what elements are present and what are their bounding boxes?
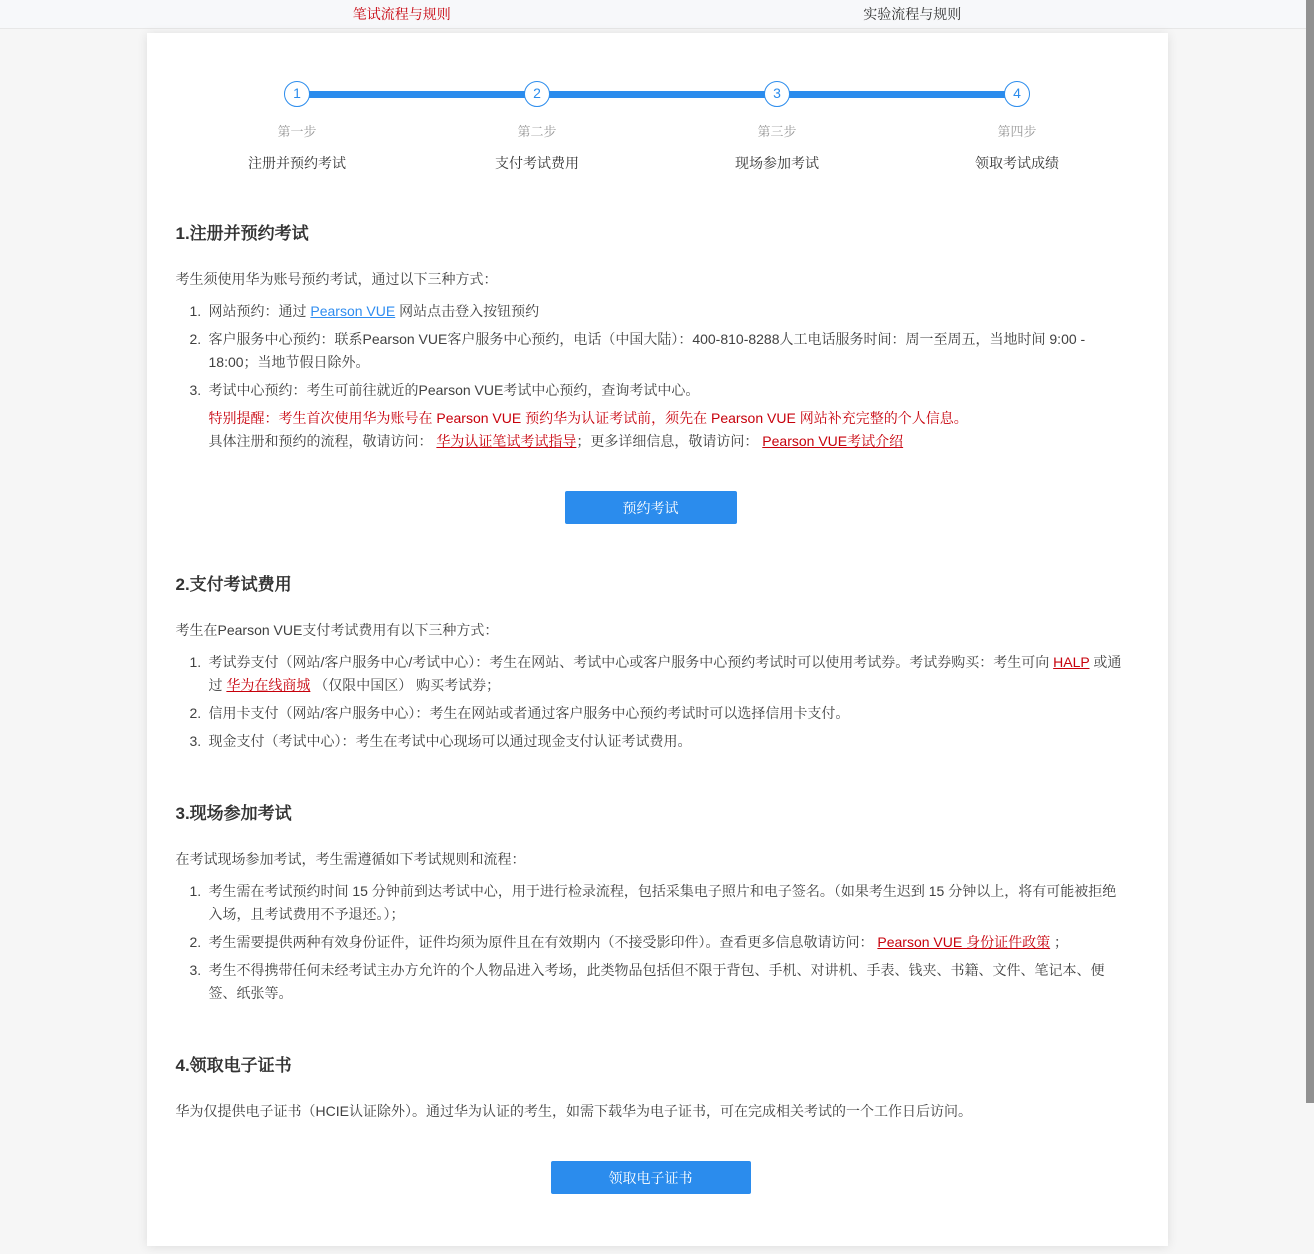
exam-process-stepper	[297, 81, 1017, 173]
step-number-circle: 2	[524, 81, 550, 107]
text-segment: 考生需在考试预约时间 15 分钟前到达考试中心，用于进行检录流程，包括采集电子照片和电子签名。（如果考生迟到 15 分钟以上，将有可能被拒绝入场，且考试费用不予退还。）；	[209, 883, 1117, 922]
step-sub-label: 第二步	[457, 121, 617, 140]
section-certificate	[176, 1051, 1126, 1194]
register-button[interactable]: 预约考试	[565, 491, 737, 524]
section-heading: 3.现场参加考试	[176, 799, 1126, 824]
inline-link[interactable]: Pearson VUE	[310, 303, 395, 319]
certificate-button[interactable]: 领取电子证书	[551, 1161, 751, 1194]
list-item-number: 2.	[190, 328, 209, 374]
button-row	[176, 1161, 1126, 1194]
stepper-step-4	[937, 81, 1097, 173]
tab-container	[147, 0, 1168, 28]
text-segment: 或通过	[209, 654, 1122, 693]
list-item-number: 3.	[190, 959, 209, 1005]
list-item	[176, 702, 1126, 725]
special-reminder-text: 特别提醒：考生首次使用华为账号在 Pearson VUE 预约华为认证考试前，须先在 Pearson VUE 网站补充完整的个人信息。	[209, 410, 968, 426]
section-heading: 1.注册并预约考试	[176, 219, 1126, 244]
step-name-label: 现场参加考试	[697, 153, 857, 173]
section-register	[176, 219, 1126, 524]
sections-container	[147, 219, 1168, 1194]
step-name-label: 注册并预约考试	[217, 153, 377, 173]
list-item-text	[209, 328, 1126, 374]
inline-link[interactable]: Pearson VUE考试介绍	[762, 433, 903, 449]
text-segment: 考试中心预约：考生可前往就近的Pearson VUE考试中心预约，查询考试中心。	[209, 382, 700, 398]
list-item	[176, 931, 1126, 954]
section-payment	[176, 570, 1126, 753]
list-item-number: 2.	[190, 702, 209, 725]
inline-link[interactable]: HALP	[1053, 654, 1089, 670]
stepper-step-1	[217, 81, 377, 173]
section-onsite	[176, 799, 1126, 1005]
list-item-text	[209, 730, 1126, 753]
step-number-circle: 3	[764, 81, 790, 107]
list-item-number: 3.	[190, 379, 209, 402]
list-item	[176, 959, 1126, 1005]
text-segment: 考生需要提供两种有效身份证件，证件均须为原件且在有效期内（不接受影印件）。查看更多信息敬请访问：	[209, 934, 878, 950]
step-sub-label: 第一步	[217, 121, 377, 140]
content-card	[147, 33, 1168, 1246]
step-name-label: 支付考试费用	[457, 153, 617, 173]
list-item	[176, 300, 1126, 323]
text-segment: ；更多详细信息，敬请访问：	[576, 433, 762, 449]
section-heading: 4.领取电子证书	[176, 1051, 1126, 1076]
tab-written-exam-rules[interactable]: 笔试流程与规则	[147, 0, 658, 28]
section-intro: 华为仅提供电子证书（HCIE认证除外）。通过华为认证的考生，如需下载华为电子证书，可在完成相关考试的一个工作日后访问。	[176, 1100, 1126, 1123]
list-item	[176, 730, 1126, 753]
list-item-number: 1.	[190, 880, 209, 926]
stepper-step-3	[697, 81, 857, 173]
text-segment: ；	[1050, 934, 1068, 950]
list-item-text	[209, 880, 1126, 926]
stepper-connector-line	[297, 91, 1017, 98]
note-line	[176, 430, 1126, 453]
inline-link[interactable]: 华为认证笔试考试指导	[436, 433, 576, 449]
tab-lab-exam-rules[interactable]: 实验流程与规则	[657, 0, 1168, 28]
inline-link[interactable]: 华为在线商城	[226, 677, 310, 693]
step-sub-label: 第三步	[697, 121, 857, 140]
step-number-circle: 4	[1004, 81, 1030, 107]
list-item-number: 3.	[190, 730, 209, 753]
section-intro: 在考试现场参加考试，考生需遵循如下考试规则和流程：	[176, 848, 1126, 871]
list-item-text	[209, 959, 1126, 1005]
list-item-text	[209, 931, 1126, 954]
top-tab-bar	[0, 0, 1314, 29]
section-heading: 2.支付考试费用	[176, 570, 1126, 595]
step-name-label: 领取考试成绩	[937, 153, 1097, 173]
section-intro: 考生须使用华为账号预约考试，通过以下三种方式：	[176, 268, 1126, 291]
step-sub-label: 第四步	[937, 121, 1097, 140]
list-item-number: 1.	[190, 300, 209, 323]
note-line	[176, 407, 1126, 430]
vertical-scrollbar[interactable]	[1306, 0, 1314, 1103]
text-segment: 网站预约：通过	[209, 303, 311, 319]
text-segment: 考试券支付（网站/客户服务中心/考试中心）：考生在网站、考试中心或客户服务中心预约考试时可以使用考试券。考试券购买：考生可向	[209, 654, 1054, 670]
list-item-text	[209, 702, 1126, 725]
list-item-number: 1.	[190, 651, 209, 697]
text-segment: 现金支付（考试中心）：考生在考试中心现场可以通过现金支付认证考试费用。	[209, 733, 692, 749]
list-item	[176, 328, 1126, 374]
stepper-step-2	[457, 81, 617, 173]
text-segment: 网站点击登入按钮预约	[395, 303, 539, 319]
text-segment: 信用卡支付（网站/客户服务中心）：考生在网站或者通过客户服务中心预约考试时可以选择信用卡支付。	[209, 705, 850, 721]
list-item	[176, 379, 1126, 402]
list-item-text	[209, 300, 1126, 323]
section-intro: 考生在Pearson VUE支付考试费用有以下三种方式：	[176, 619, 1126, 642]
list-item-number: 2.	[190, 931, 209, 954]
list-item-text	[209, 379, 1126, 402]
text-segment: 具体注册和预约的流程，敬请访问：	[209, 433, 437, 449]
text-segment: （仅限中国区） 购买考试券；	[310, 677, 500, 693]
button-row	[176, 491, 1126, 524]
text-segment: 客户服务中心预约：联系Pearson VUE客户服务中心预约，电话（中国大陆）：400-810-8288人工电话服务时间：周一至周五，当地时间 9:00 - 18:00；当地节假日除外。	[209, 331, 1086, 370]
text-segment: 考生不得携带任何未经考试主办方允许的个人物品进入考场，此类物品包括但不限于背包、手机、对讲机、手表、钱夹、书籍、文件、笔记本、便签、纸张等。	[209, 962, 1105, 1001]
list-item	[176, 880, 1126, 926]
list-item	[176, 651, 1126, 697]
step-number-circle: 1	[284, 81, 310, 107]
inline-link[interactable]: Pearson VUE 身份证件政策	[877, 934, 1050, 950]
list-item-text	[209, 651, 1126, 697]
